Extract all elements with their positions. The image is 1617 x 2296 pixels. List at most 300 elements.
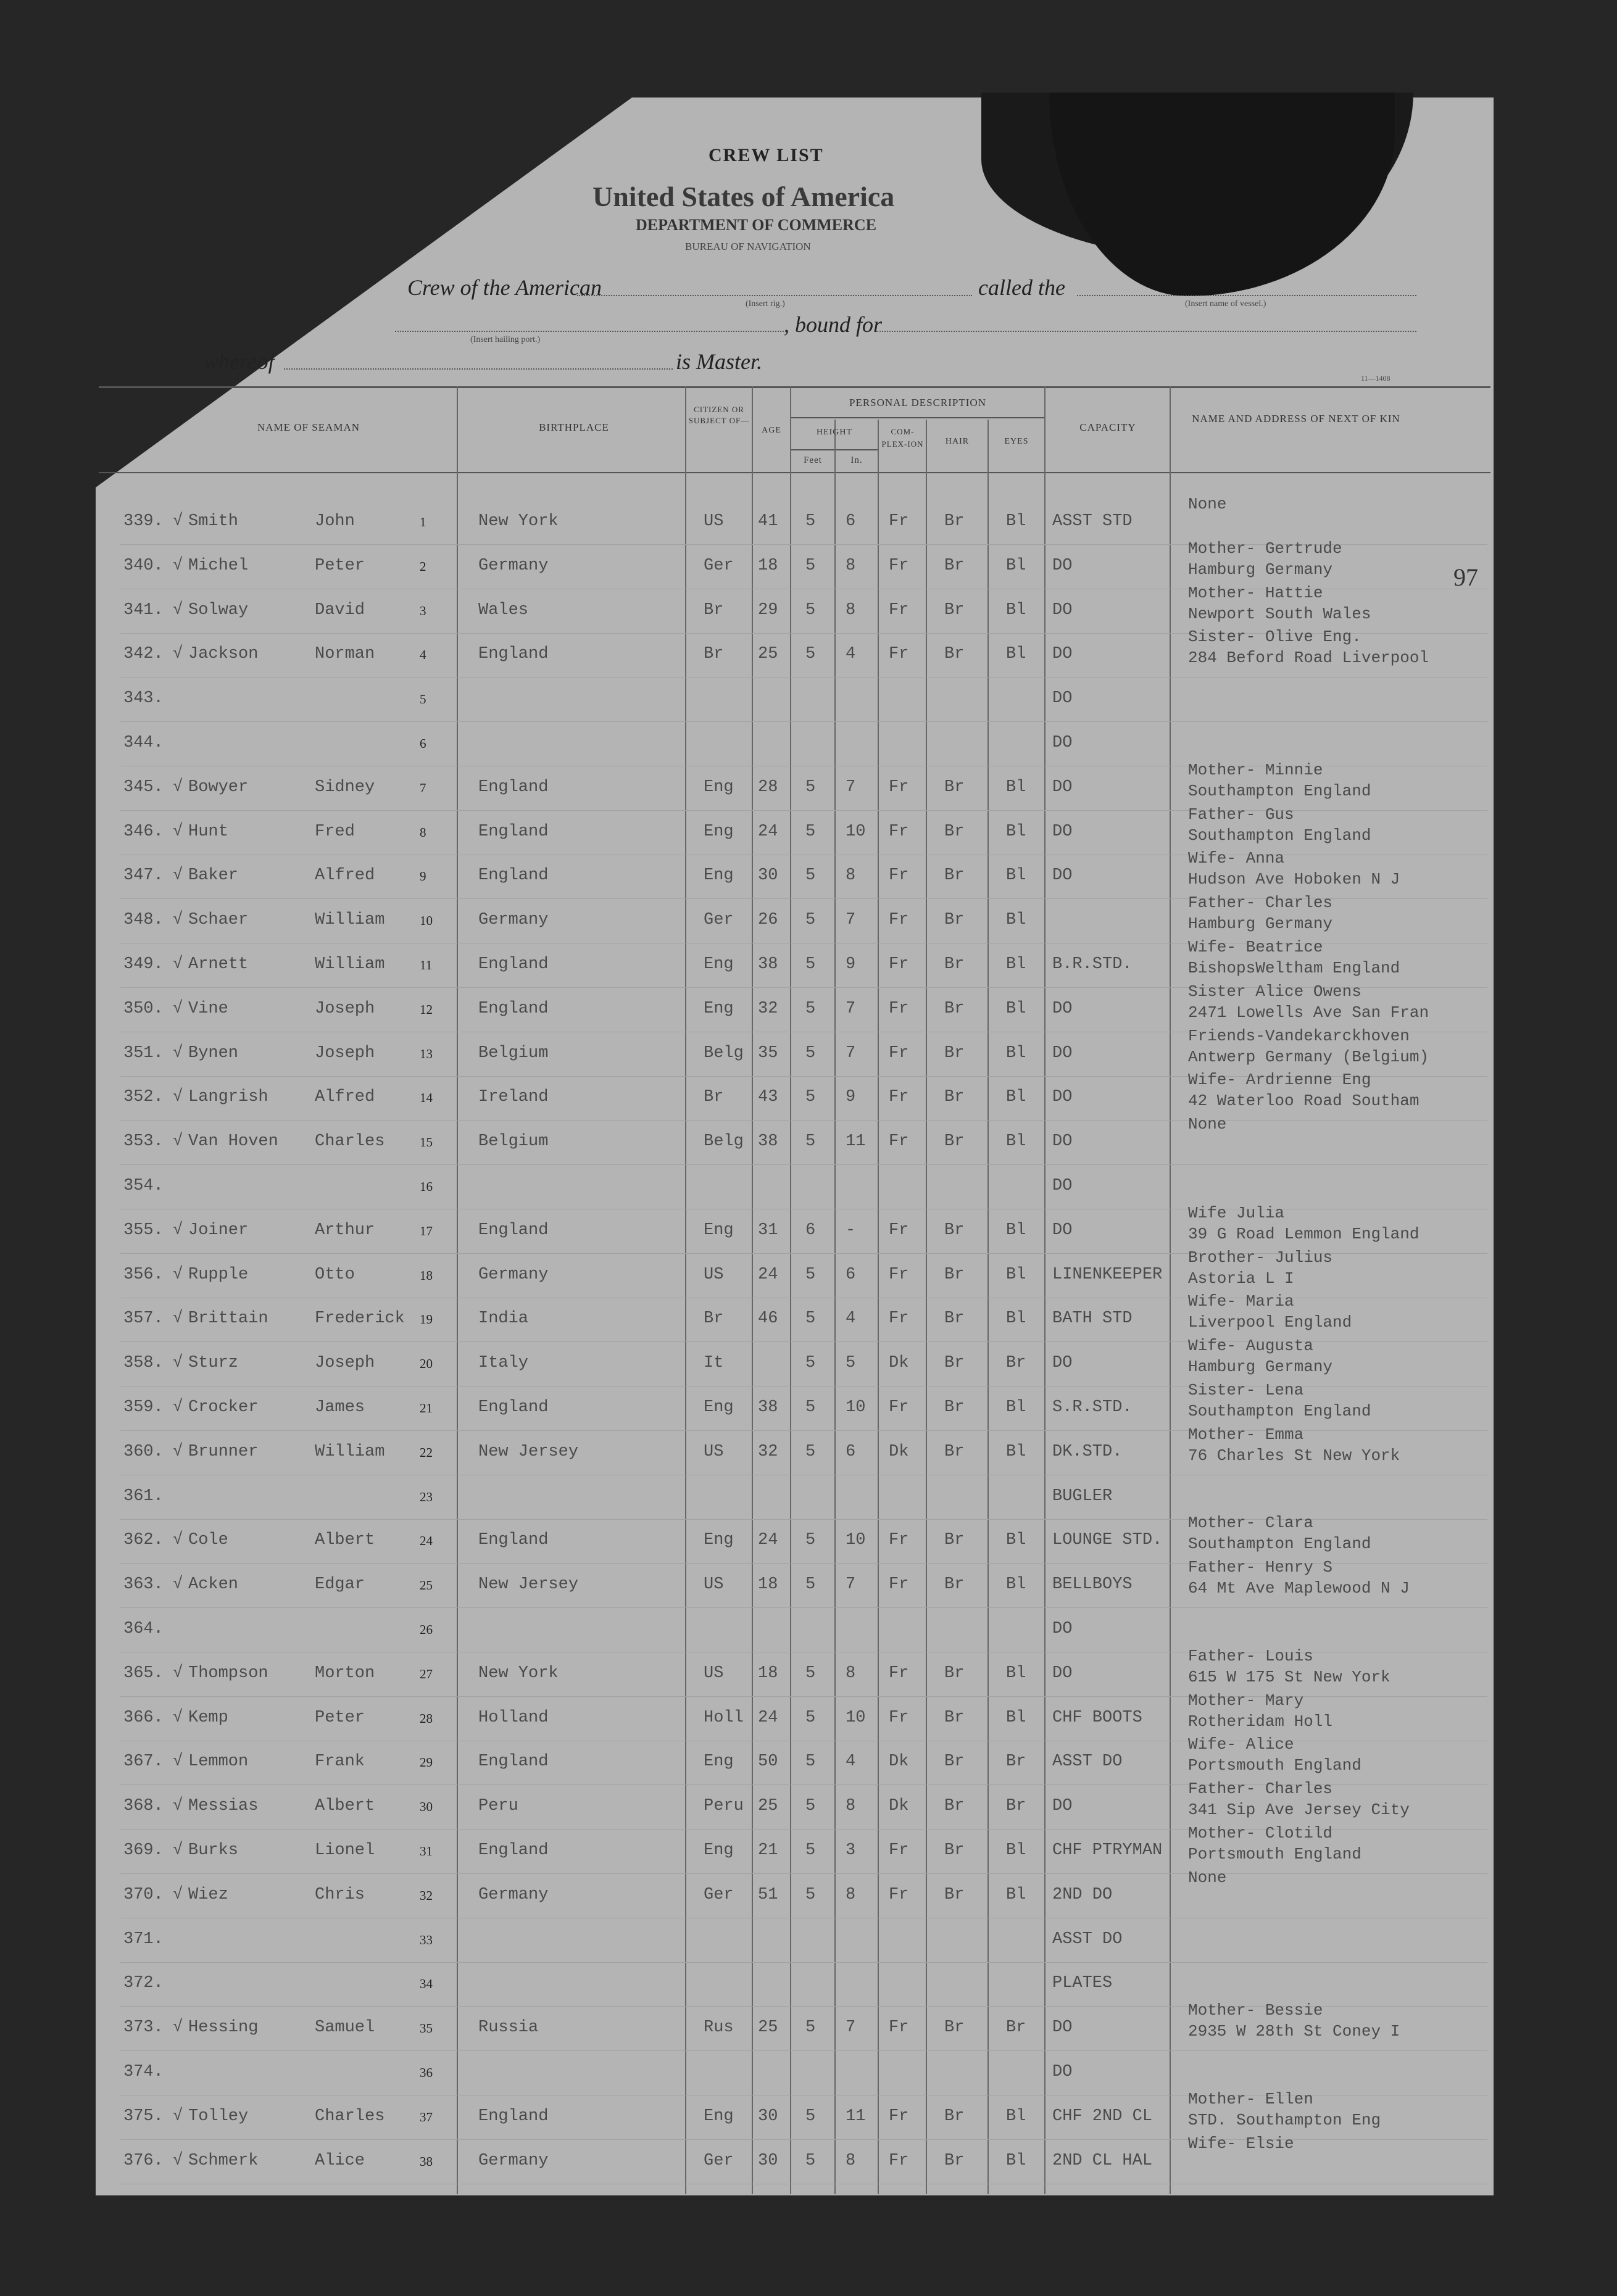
complexion: Fr [889, 600, 909, 620]
checkmark: √ [173, 2151, 183, 2170]
line-number: 23 [420, 1489, 433, 1504]
kin-address: 341 Sip Ave Jersey City [1188, 1801, 1410, 1820]
height-inches: 7 [846, 1575, 856, 1594]
line-number: 20 [420, 1356, 433, 1372]
seaman-surname: Schmerk [188, 2151, 259, 2170]
seaman-surname: Brittain [188, 1309, 268, 1328]
seaman-surname: Rupple [188, 1265, 249, 1284]
line-number: 11 [420, 958, 433, 972]
row-number: 364. [123, 1620, 164, 1638]
seaman-surname: Kemp [188, 1708, 228, 1727]
age: 30 [758, 2107, 778, 2126]
next-of-kin [1188, 1512, 1371, 1554]
hair: Br [944, 866, 965, 885]
height-rule [790, 449, 878, 450]
col-divider [926, 420, 927, 2194]
kin-name: Mother- Gertrude [1188, 539, 1342, 558]
kin-address: Portsmouth England [1188, 1756, 1361, 1775]
seaman-given-name: Otto [315, 1265, 355, 1284]
capacity: DO [1052, 999, 1073, 1018]
eyes: Bl [1006, 777, 1026, 797]
seaman-surname: Burks [188, 1841, 239, 1860]
row-number: 369. [123, 1841, 164, 1860]
row-rule [120, 1164, 1487, 1165]
hair: Br [944, 911, 965, 930]
capacity: DO [1052, 777, 1073, 797]
hair: Br [944, 955, 965, 974]
kin-name: Wife- Anna [1188, 849, 1285, 868]
checkmark: √ [173, 999, 183, 1018]
age: 50 [758, 1752, 778, 1772]
row-number: 344. [123, 734, 164, 752]
row-number: 353. [123, 1132, 164, 1151]
eyes: Br [1006, 2018, 1026, 2037]
kin-name: Mother- Ellen [1188, 2089, 1313, 2108]
capacity: ASST DO [1052, 1929, 1123, 1949]
birthplace: New York [478, 1664, 559, 1683]
next-of-kin [1188, 892, 1332, 934]
citizenship: Br [704, 645, 724, 664]
line-number: 9 [420, 869, 426, 884]
citizenship: Eng [704, 1752, 734, 1772]
capacity: DO [1052, 1088, 1073, 1107]
next-of-kin [1188, 2000, 1400, 2042]
birthplace: New Jersey [478, 1575, 579, 1594]
capacity: DK.STD. [1052, 1442, 1123, 1461]
seaman-surname: Wiez [188, 1885, 228, 1904]
seaman-surname: Brunner [188, 1442, 259, 1461]
personal-rule [790, 417, 1044, 418]
height-feet: 6 [805, 1221, 816, 1240]
row-number: 343. [123, 689, 164, 708]
kin-name: Sister- Lena [1188, 1381, 1304, 1399]
height-feet: 5 [805, 822, 816, 841]
complexion: Fr [889, 1132, 909, 1151]
line-number: 19 [420, 1312, 433, 1327]
seaman-surname: Thompson [188, 1664, 268, 1683]
line-number: 27 [420, 1666, 433, 1681]
kin-address: Southampton England [1188, 826, 1371, 845]
height-inches: 9 [846, 955, 856, 974]
complexion: Fr [889, 556, 909, 575]
age: 18 [758, 1664, 778, 1683]
seaman-surname: Bynen [188, 1043, 239, 1063]
col-divider [457, 386, 458, 2194]
form-country: United States of America [592, 181, 895, 212]
height-inches: 10 [846, 822, 866, 841]
age: 32 [758, 1442, 778, 1461]
master-line [284, 368, 673, 370]
seaman-given-name: Albert [315, 1531, 375, 1550]
column-header-inches: In. [850, 455, 863, 465]
age: 25 [758, 1797, 778, 1816]
capacity: BATH STD [1052, 1309, 1133, 1328]
row-number: 358. [123, 1354, 164, 1373]
hair: Br [944, 512, 965, 531]
checkmark: √ [173, 1664, 183, 1683]
height-inches: 10 [846, 1531, 866, 1550]
next-of-kin [1188, 2133, 1294, 2154]
height-feet: 5 [805, 1442, 816, 1461]
height-feet: 5 [805, 1797, 816, 1816]
row-number: 367. [123, 1752, 164, 1772]
birthplace: Wales [478, 600, 529, 620]
birthplace: Peru [478, 1797, 518, 1816]
checkmark: √ [173, 1752, 183, 1772]
line-number: 8 [420, 824, 426, 840]
height-inches: 4 [846, 645, 856, 664]
seaman-surname: Langrish [188, 1088, 268, 1107]
row-rule [120, 1607, 1487, 1608]
checkmark: √ [173, 822, 183, 841]
age: 32 [758, 999, 778, 1018]
checkmark: √ [173, 1442, 183, 1461]
kin-address: Southampton England [1188, 781, 1371, 800]
eyes: Bl [1006, 2151, 1026, 2170]
row-number: 341. [123, 600, 164, 620]
row-number: 361. [123, 1486, 164, 1506]
height-feet: 5 [805, 556, 816, 575]
checkmark: √ [173, 1354, 183, 1373]
hair: Br [944, 822, 965, 841]
seaman-surname: Van Hoven [188, 1132, 278, 1151]
line-number: 5 [420, 692, 426, 707]
rig-hint: (Insert rig.) [746, 299, 785, 309]
seaman-surname: Smith [188, 512, 239, 531]
is-master-label: is Master. [676, 349, 763, 374]
col-divider [834, 420, 836, 2194]
line-number: 22 [420, 1444, 433, 1460]
kin-name: None [1188, 1115, 1227, 1134]
capacity: DO [1052, 1664, 1073, 1683]
seaman-surname: Sturz [188, 1354, 239, 1373]
complexion: Dk [889, 1752, 909, 1772]
seaman-surname: Jackson [188, 645, 259, 664]
checkmark: √ [173, 1841, 183, 1860]
rig-line [577, 295, 972, 296]
kin-address: Antwerp Germany (Belgium) [1188, 1047, 1429, 1066]
kin-name: Brother- Julius [1188, 1248, 1333, 1267]
complexion: Fr [889, 1221, 909, 1240]
height-inches: 8 [846, 600, 856, 620]
kin-address: 284 Beford Road Liverpool [1188, 649, 1429, 668]
seaman-given-name: Frank [315, 1752, 365, 1772]
column-header-age: AGE [762, 426, 781, 435]
hair: Br [944, 2151, 965, 2170]
age: 25 [758, 2018, 778, 2037]
citizenship: Br [704, 600, 724, 620]
row-number: 357. [123, 1309, 164, 1328]
seaman-given-name: Norman [315, 645, 375, 664]
line-number: 17 [420, 1223, 433, 1238]
citizenship: Eng [704, 2107, 734, 2126]
birthplace: Ireland [478, 1088, 549, 1107]
hair: Br [944, 1265, 965, 1284]
kin-name: Wife- Alice [1188, 1735, 1294, 1754]
capacity: 2ND CL HAL [1052, 2151, 1153, 2170]
seaman-given-name: Charles [315, 1132, 385, 1151]
complexion: Fr [889, 866, 909, 885]
age: 29 [758, 600, 778, 620]
kin-name: Wife- Augusta [1188, 1337, 1313, 1356]
next-of-kin [1188, 848, 1400, 890]
height-inches: 7 [846, 2018, 856, 2037]
kin-name: None [1188, 1868, 1227, 1887]
line-number: 4 [420, 647, 426, 663]
height-inches: 7 [846, 999, 856, 1018]
row-rule [120, 721, 1487, 722]
age: 24 [758, 822, 778, 841]
row-number: 363. [123, 1575, 164, 1594]
column-header-capacity: CAPACITY [1079, 421, 1136, 433]
eyes: Bl [1006, 1841, 1026, 1860]
next-of-kin [1188, 582, 1371, 624]
height-inches: 3 [846, 1841, 856, 1860]
kin-address: Hamburg Germany [1188, 560, 1333, 579]
row-number: 347. [123, 866, 164, 885]
height-inches: 6 [846, 512, 856, 531]
col-divider [1044, 386, 1045, 2194]
birthplace: Germany [478, 1885, 549, 1904]
row-number: 373. [123, 2018, 164, 2037]
checkmark: √ [173, 600, 183, 620]
birthplace: Belgium [478, 1043, 549, 1063]
line-number: 34 [420, 1976, 433, 1992]
next-of-kin [1188, 538, 1342, 580]
complexion: Fr [889, 1841, 909, 1860]
checkmark: √ [173, 1708, 183, 1727]
birthplace: Belgium [478, 1132, 549, 1151]
line-number: 15 [420, 1135, 433, 1150]
capacity: DO [1052, 645, 1073, 664]
seaman-given-name: Joseph [315, 1354, 375, 1373]
eyes: Bl [1006, 1265, 1026, 1284]
eyes: Br [1006, 1752, 1026, 1772]
seaman-given-name: Lionel [315, 1841, 375, 1860]
age: 31 [758, 1221, 778, 1240]
next-of-kin [1188, 804, 1371, 846]
age: 51 [758, 1885, 778, 1904]
complexion: Fr [889, 1664, 909, 1683]
hair: Br [944, 1442, 965, 1461]
kin-address: 2935 W 28th St Coney I [1188, 2022, 1400, 2041]
hair: Br [944, 1797, 965, 1816]
next-of-kin [1188, 1114, 1226, 1135]
column-header-birthplace: BIRTHPLACE [539, 421, 609, 433]
next-of-kin [1188, 760, 1371, 802]
kin-address: 2471 Lowells Ave San Fran [1188, 1003, 1429, 1022]
eyes: Bl [1006, 822, 1026, 841]
citizenship: Br [704, 1309, 724, 1328]
height-feet: 5 [805, 999, 816, 1018]
kin-name: Sister Alice Owens [1188, 982, 1361, 1001]
col-divider [685, 386, 686, 2194]
kin-address: 39 G Road Lemmon England [1188, 1224, 1420, 1243]
next-of-kin [1188, 1734, 1361, 1776]
next-of-kin [1188, 1026, 1429, 1067]
called-the-label: called the [978, 275, 1065, 300]
eyes: Bl [1006, 512, 1026, 531]
birthplace: Germany [478, 1265, 549, 1284]
height-feet: 5 [805, 777, 816, 797]
kin-address: Portsmouth England [1188, 1845, 1361, 1863]
row-rule [120, 1873, 1487, 1874]
complexion: Dk [889, 1797, 909, 1816]
line-number: 28 [420, 1710, 433, 1726]
column-header-name: NAME OF SEAMAN [257, 421, 360, 433]
line-number: 2 [420, 558, 426, 574]
next-of-kin [1188, 1291, 1352, 1333]
height-inches: 5 [846, 1354, 856, 1373]
capacity: DO [1052, 1620, 1073, 1638]
capacity: DO [1052, 1354, 1073, 1373]
complexion: Dk [889, 1442, 909, 1461]
kin-name: Wife- Beatrice [1188, 938, 1323, 956]
birthplace: England [478, 2107, 549, 2126]
hair: Br [944, 1531, 965, 1550]
eyes: Bl [1006, 556, 1026, 575]
row-number: 348. [123, 911, 164, 930]
seaman-given-name: Samuel [315, 2018, 375, 2037]
eyes: Bl [1006, 911, 1026, 930]
seaman-given-name: Peter [315, 556, 365, 575]
row-number: 356. [123, 1265, 164, 1284]
line-number: 37 [420, 2109, 433, 2124]
capacity: 2ND DO [1052, 1885, 1113, 1904]
kin-name: Mother- Minnie [1188, 760, 1323, 779]
hair: Br [944, 999, 965, 1018]
col-divider [790, 386, 791, 2194]
vessel-hint: (Insert name of vessel.) [1185, 299, 1266, 309]
complexion: Fr [889, 1088, 909, 1107]
seaman-surname: Lemmon [188, 1752, 249, 1772]
capacity: BELLBOYS [1052, 1575, 1133, 1594]
height-feet: 5 [805, 911, 816, 930]
hair: Br [944, 2107, 965, 2126]
eyes: Bl [1006, 645, 1026, 664]
next-of-kin [1188, 494, 1226, 515]
page-number: 97 [1453, 563, 1478, 591]
height-inches: 8 [846, 1797, 856, 1816]
next-of-kin [1188, 1424, 1400, 1466]
complexion: Fr [889, 911, 909, 930]
kin-address: Astoria L I [1188, 1269, 1294, 1288]
complexion: Fr [889, 1398, 909, 1417]
hair: Br [944, 645, 965, 664]
eyes: Br [1006, 1354, 1026, 1373]
eyes: Bl [1006, 1132, 1026, 1151]
citizenship: Eng [704, 822, 734, 841]
complexion: Fr [889, 955, 909, 974]
birthplace: Germany [478, 911, 549, 930]
citizenship: Eng [704, 866, 734, 885]
kin-name: Father- Henry S [1188, 1558, 1333, 1577]
birthplace: England [478, 1531, 549, 1550]
line-number: 12 [420, 1001, 433, 1017]
kin-address: 42 Waterloo Road Southam [1188, 1092, 1420, 1111]
height-feet: 5 [805, 2107, 816, 2126]
height-feet: 5 [805, 600, 816, 620]
line-number: 24 [420, 1533, 433, 1549]
birthplace: Russia [478, 2018, 539, 2037]
row-number: 368. [123, 1797, 164, 1816]
seaman-given-name: Sidney [315, 777, 375, 797]
seaman-given-name: William [315, 911, 385, 930]
col-divider [1170, 386, 1171, 2194]
row-number: 371. [123, 1929, 164, 1949]
kin-name: Wife- Maria [1188, 1292, 1294, 1311]
seaman-given-name: Albert [315, 1797, 375, 1816]
checkmark: √ [173, 866, 183, 885]
citizenship: Ger [704, 1885, 734, 1904]
age: 26 [758, 911, 778, 930]
height-inches: 8 [846, 1885, 856, 1904]
seaman-given-name: Alice [315, 2151, 365, 2170]
age: 41 [758, 512, 778, 531]
next-of-kin [1188, 2089, 1381, 2131]
hair: Br [944, 1575, 965, 1594]
birthplace: Italy [478, 1354, 529, 1373]
age: 21 [758, 1841, 778, 1860]
height-feet: 5 [805, 2151, 816, 2170]
checkmark: √ [173, 1309, 183, 1328]
citizenship: Ger [704, 556, 734, 575]
age: 18 [758, 556, 778, 575]
complexion: Fr [889, 2107, 909, 2126]
height-inches: 7 [846, 911, 856, 930]
kin-name: Father- Charles [1188, 1780, 1333, 1799]
eyes: Br [1006, 1797, 1026, 1816]
seaman-given-name: Morton [315, 1664, 375, 1683]
birthplace: England [478, 1841, 549, 1860]
citizenship: Belg [704, 1043, 744, 1063]
kin-name: Mother- Hattie [1188, 583, 1323, 602]
kin-name: Mother- Emma [1188, 1425, 1304, 1444]
height-feet: 5 [805, 1265, 816, 1284]
capacity: DO [1052, 734, 1073, 752]
line-number: 30 [420, 1799, 433, 1815]
seaman-given-name: Fred [315, 822, 355, 841]
eyes: Bl [1006, 955, 1026, 974]
kin-name: Wife- Elsie [1188, 2134, 1294, 2153]
port-line [395, 331, 784, 332]
height-feet: 5 [805, 1088, 816, 1107]
citizenship: Eng [704, 1221, 734, 1240]
age: 38 [758, 1132, 778, 1151]
kin-address: Southampton England [1188, 1535, 1371, 1554]
seaman-given-name: Frederick [315, 1309, 405, 1328]
citizenship: Peru [704, 1797, 744, 1816]
line-number: 18 [420, 1267, 433, 1283]
height-feet: 5 [805, 1841, 816, 1860]
height-feet: 5 [805, 1043, 816, 1063]
citizenship: Eng [704, 999, 734, 1018]
capacity: ASST STD [1052, 512, 1133, 531]
checkmark: √ [173, 955, 183, 974]
height-inches: 4 [846, 1752, 856, 1772]
row-number: 339. [123, 512, 164, 531]
row-number: 365. [123, 1664, 164, 1683]
age: 25 [758, 645, 778, 664]
col-divider [987, 420, 989, 2194]
row-number: 376. [123, 2151, 164, 2170]
age: 18 [758, 1575, 778, 1594]
seaman-surname: Messias [188, 1797, 259, 1816]
line-number: 7 [420, 780, 426, 795]
seaman-surname: Crocker [188, 1398, 259, 1417]
column-header-eyes: EYES [1004, 437, 1029, 446]
height-feet: 5 [805, 645, 816, 664]
